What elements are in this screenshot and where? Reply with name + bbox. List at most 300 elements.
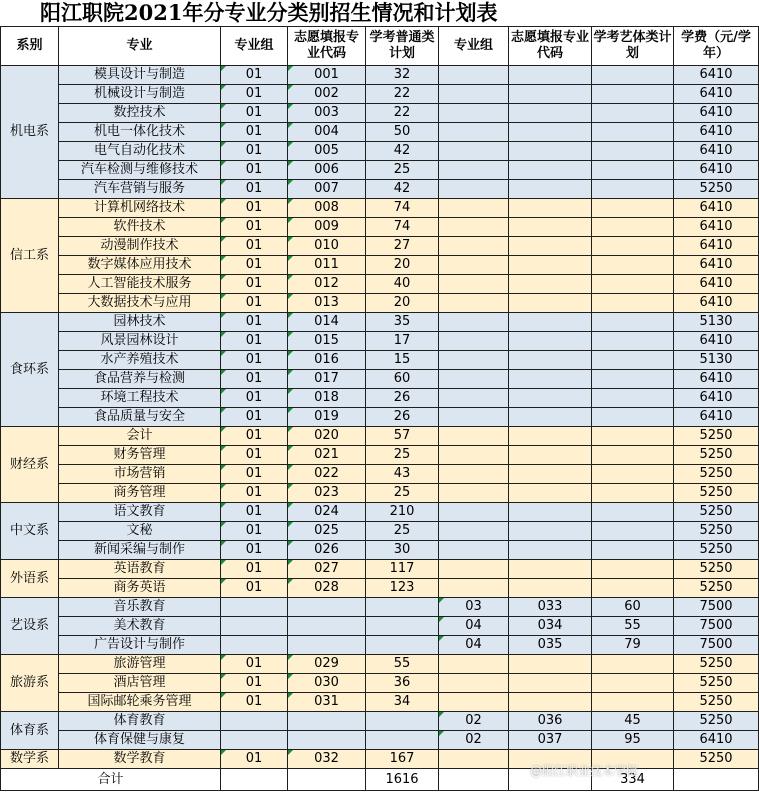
code-art-cell <box>509 275 592 294</box>
plan-art-cell <box>592 693 674 712</box>
code-art-cell <box>509 180 592 199</box>
group-art-cell <box>439 655 509 674</box>
code-regular-cell: 017 <box>288 370 366 389</box>
code-art-cell: 037 <box>509 731 592 750</box>
table-row <box>1 218 759 237</box>
fee-cell: 6410 <box>674 104 759 123</box>
code-regular-cell: 027 <box>288 560 366 579</box>
group-art-cell <box>439 332 509 351</box>
fee-cell: 7500 <box>674 617 759 636</box>
code-art-cell: 034 <box>509 617 592 636</box>
group-regular-cell: 01 <box>221 332 288 351</box>
fee-cell: 5250 <box>674 560 759 579</box>
code-regular-cell: 012 <box>288 275 366 294</box>
plan-regular-cell: 22 <box>366 104 439 123</box>
plan-art-cell <box>592 674 674 693</box>
plan-art-cell: 60 <box>592 598 674 617</box>
group-regular-cell: 01 <box>221 408 288 427</box>
plan-regular-cell: 35 <box>366 313 439 332</box>
code-regular-cell: 025 <box>288 522 366 541</box>
table-row <box>1 351 759 370</box>
plan-regular-cell: 117 <box>366 560 439 579</box>
fee-cell: 6410 <box>674 370 759 389</box>
group-regular-cell: 01 <box>221 427 288 446</box>
code-regular-cell: 014 <box>288 313 366 332</box>
plan-art-cell <box>592 199 674 218</box>
table-row <box>1 693 759 712</box>
code-art-cell <box>509 427 592 446</box>
plan-art-cell <box>592 104 674 123</box>
table-row <box>1 66 759 85</box>
plan-art-cell <box>592 484 674 503</box>
fee-cell: 5250 <box>674 579 759 598</box>
plan-art-cell <box>592 218 674 237</box>
code-regular-cell: 016 <box>288 351 366 370</box>
table-row <box>1 655 759 674</box>
fee-cell: 6410 <box>674 256 759 275</box>
plan-regular-cell: 26 <box>366 389 439 408</box>
group-art-cell <box>439 180 509 199</box>
plan-art-cell <box>592 408 674 427</box>
group-regular-cell: 01 <box>221 85 288 104</box>
code-regular-cell: 008 <box>288 199 366 218</box>
group-regular-cell: 01 <box>221 503 288 522</box>
code-regular-cell: 007 <box>288 180 366 199</box>
group-art-cell <box>439 66 509 85</box>
header-row <box>1 27 759 66</box>
group-art-cell <box>439 465 509 484</box>
group-regular-cell: 01 <box>221 370 288 389</box>
fee-cell: 5130 <box>674 351 759 370</box>
code-regular-cell: 031 <box>288 693 366 712</box>
group-regular-cell: 01 <box>221 351 288 370</box>
code-art-cell <box>509 408 592 427</box>
code-regular-cell: 018 <box>288 389 366 408</box>
code-art-cell <box>509 674 592 693</box>
code-regular-cell: 005 <box>288 142 366 161</box>
fee-cell: 5250 <box>674 750 759 769</box>
code-art-cell <box>509 66 592 85</box>
table-row <box>1 465 759 484</box>
header-group-art: 专业组 <box>439 27 509 66</box>
plan-art-cell <box>592 541 674 560</box>
group-art-cell <box>439 408 509 427</box>
fee-cell: 6410 <box>674 161 759 180</box>
major-cell: 财务管理 <box>59 446 221 465</box>
table-row <box>1 446 759 465</box>
fee-cell: 7500 <box>674 636 759 655</box>
plan-regular-cell: 25 <box>366 522 439 541</box>
group-regular-cell <box>221 617 288 636</box>
page-title: 阳江职院2021年分专业分类别招生情况和计划表 <box>40 0 498 25</box>
group-art-cell <box>439 142 509 161</box>
plan-regular-cell <box>366 636 439 655</box>
group-art-cell <box>439 275 509 294</box>
table-row <box>1 123 759 142</box>
plan-regular-cell <box>366 617 439 636</box>
group-regular-cell <box>221 712 288 731</box>
major-cell: 人工智能技术服务 <box>59 275 221 294</box>
table-row <box>1 712 759 731</box>
plan-regular-cell: 25 <box>366 161 439 180</box>
group-regular-cell: 01 <box>221 237 288 256</box>
code-regular-cell: 026 <box>288 541 366 560</box>
code-art-cell <box>509 123 592 142</box>
code-art-cell: 036 <box>509 712 592 731</box>
plan-regular-cell <box>366 731 439 750</box>
code-art-cell <box>509 446 592 465</box>
code-regular-cell: 002 <box>288 85 366 104</box>
code-regular-cell: 019 <box>288 408 366 427</box>
code-art-cell: 033 <box>509 598 592 617</box>
fee-cell: 5250 <box>674 674 759 693</box>
major-cell: 动漫制作技术 <box>59 237 221 256</box>
code-regular-cell: 011 <box>288 256 366 275</box>
table-row <box>1 750 759 769</box>
fee-cell: 6410 <box>674 408 759 427</box>
plan-regular-cell: 15 <box>366 351 439 370</box>
plan-art-cell: 95 <box>592 731 674 750</box>
major-cell: 计算机网络技术 <box>59 199 221 218</box>
major-cell: 汽车检测与维修技术 <box>59 161 221 180</box>
dept-cell: 艺设系 <box>1 598 59 655</box>
total-empty-cell <box>674 769 759 791</box>
plan-regular-cell <box>366 598 439 617</box>
fee-cell: 6410 <box>674 332 759 351</box>
plan-regular-cell: 57 <box>366 427 439 446</box>
code-art-cell <box>509 541 592 560</box>
group-art-cell <box>439 370 509 389</box>
major-cell: 机电一体化技术 <box>59 123 221 142</box>
plan-art-cell <box>592 465 674 484</box>
group-art-cell <box>439 256 509 275</box>
group-art-cell <box>439 313 509 332</box>
plan-art-cell <box>592 180 674 199</box>
group-art-cell <box>439 427 509 446</box>
code-regular-cell <box>288 731 366 750</box>
table-row <box>1 674 759 693</box>
code-art-cell <box>509 199 592 218</box>
dept-cell: 信工系 <box>1 199 59 313</box>
total-plan-art: 334 <box>592 769 674 791</box>
plan-art-cell <box>592 389 674 408</box>
group-regular-cell: 01 <box>221 199 288 218</box>
group-art-cell <box>439 484 509 503</box>
dept-cell: 外语系 <box>1 560 59 598</box>
code-art-cell <box>509 294 592 313</box>
major-cell: 商务管理 <box>59 484 221 503</box>
table-row <box>1 294 759 313</box>
total-empty-cell <box>221 769 288 791</box>
fee-cell: 5250 <box>674 180 759 199</box>
plan-art-cell <box>592 370 674 389</box>
code-regular-cell <box>288 617 366 636</box>
fee-cell: 5250 <box>674 693 759 712</box>
code-art-cell: 035 <box>509 636 592 655</box>
group-art-cell <box>439 446 509 465</box>
group-regular-cell: 01 <box>221 655 288 674</box>
code-regular-cell: 028 <box>288 579 366 598</box>
plan-regular-cell: 40 <box>366 275 439 294</box>
header-plan-art: 学考艺体类计划 <box>592 27 674 66</box>
group-art-cell <box>439 503 509 522</box>
group-regular-cell: 01 <box>221 161 288 180</box>
major-cell: 食品质量与安全 <box>59 408 221 427</box>
plan-art-cell <box>592 351 674 370</box>
major-cell: 新闻采编与制作 <box>59 541 221 560</box>
dept-cell: 财经系 <box>1 427 59 503</box>
group-regular-cell: 01 <box>221 66 288 85</box>
code-regular-cell: 030 <box>288 674 366 693</box>
group-regular-cell: 01 <box>221 389 288 408</box>
code-art-cell <box>509 693 592 712</box>
group-art-cell <box>439 294 509 313</box>
group-regular-cell: 01 <box>221 484 288 503</box>
plan-regular-cell: 55 <box>366 655 439 674</box>
table-row <box>1 256 759 275</box>
code-art-cell <box>509 218 592 237</box>
plan-art-cell <box>592 66 674 85</box>
fee-cell: 6410 <box>674 142 759 161</box>
group-art-cell <box>439 674 509 693</box>
dept-cell: 食环系 <box>1 313 59 427</box>
code-art-cell <box>509 256 592 275</box>
fee-cell: 5250 <box>674 446 759 465</box>
table-row <box>1 617 759 636</box>
major-cell: 机械设计与制造 <box>59 85 221 104</box>
group-regular-cell: 01 <box>221 674 288 693</box>
fee-cell: 6410 <box>674 237 759 256</box>
group-art-cell <box>439 237 509 256</box>
code-regular-cell <box>288 598 366 617</box>
code-art-cell <box>509 484 592 503</box>
code-regular-cell: 029 <box>288 655 366 674</box>
major-cell: 酒店管理 <box>59 674 221 693</box>
code-regular-cell <box>288 712 366 731</box>
table-row <box>1 408 759 427</box>
major-cell: 会计 <box>59 427 221 446</box>
major-cell: 汽车营销与服务 <box>59 180 221 199</box>
code-art-cell <box>509 142 592 161</box>
code-regular-cell: 022 <box>288 465 366 484</box>
group-art-cell <box>439 750 509 769</box>
group-art-cell <box>439 693 509 712</box>
code-regular-cell: 010 <box>288 237 366 256</box>
group-regular-cell: 01 <box>221 750 288 769</box>
dept-cell: 旅游系 <box>1 655 59 712</box>
major-cell: 体育教育 <box>59 712 221 731</box>
group-art-cell <box>439 85 509 104</box>
group-regular-cell: 01 <box>221 313 288 332</box>
fee-cell: 5250 <box>674 541 759 560</box>
watermark: @阳江职业技术学院 <box>530 764 639 778</box>
plan-regular-cell: 60 <box>366 370 439 389</box>
table-body <box>1 66 759 769</box>
table-row <box>1 332 759 351</box>
header-major: 专业 <box>59 27 221 66</box>
fee-cell: 6410 <box>674 275 759 294</box>
header-code-regular: 志愿填报专业代码 <box>288 27 366 66</box>
major-cell: 食品营养与检测 <box>59 370 221 389</box>
code-regular-cell: 032 <box>288 750 366 769</box>
table-row <box>1 503 759 522</box>
table-row <box>1 579 759 598</box>
major-cell: 商务英语 <box>59 579 221 598</box>
code-regular-cell: 024 <box>288 503 366 522</box>
major-cell: 环境工程技术 <box>59 389 221 408</box>
table-row <box>1 370 759 389</box>
fee-cell: 6410 <box>674 85 759 104</box>
plan-regular-cell: 26 <box>366 408 439 427</box>
plan-regular-cell: 210 <box>366 503 439 522</box>
group-regular-cell: 01 <box>221 294 288 313</box>
code-regular-cell: 015 <box>288 332 366 351</box>
code-art-cell <box>509 503 592 522</box>
plan-art-cell <box>592 237 674 256</box>
code-art-cell <box>509 161 592 180</box>
fee-cell: 5130 <box>674 313 759 332</box>
fee-cell: 5250 <box>674 484 759 503</box>
table-row <box>1 560 759 579</box>
plan-art-cell <box>592 503 674 522</box>
major-cell: 英语教育 <box>59 560 221 579</box>
fee-cell: 6410 <box>674 294 759 313</box>
table-row <box>1 598 759 617</box>
plan-regular-cell: 43 <box>366 465 439 484</box>
major-cell: 体育保健与康复 <box>59 731 221 750</box>
plan-art-cell <box>592 560 674 579</box>
major-cell: 广告设计与制作 <box>59 636 221 655</box>
plan-art-cell <box>592 313 674 332</box>
major-cell: 文秘 <box>59 522 221 541</box>
header-plan-regular: 学考普通类计划 <box>366 27 439 66</box>
group-art-cell <box>439 161 509 180</box>
plan-regular-cell: 42 <box>366 180 439 199</box>
fee-cell: 6410 <box>674 218 759 237</box>
plan-regular-cell: 123 <box>366 579 439 598</box>
table-row <box>1 161 759 180</box>
group-regular-cell <box>221 598 288 617</box>
code-art-cell <box>509 522 592 541</box>
group-art-cell <box>439 541 509 560</box>
plan-art-cell <box>592 427 674 446</box>
group-regular-cell: 01 <box>221 541 288 560</box>
plan-regular-cell: 32 <box>366 66 439 85</box>
table-row <box>1 541 759 560</box>
table-row <box>1 313 759 332</box>
fee-cell: 5250 <box>674 655 759 674</box>
group-regular-cell: 01 <box>221 522 288 541</box>
total-plan-regular: 1616 <box>366 769 439 791</box>
group-art-cell <box>439 218 509 237</box>
major-cell: 国际邮轮乘务管理 <box>59 693 221 712</box>
code-art-cell <box>509 313 592 332</box>
plan-art-cell: 45 <box>592 712 674 731</box>
plan-regular-cell: 30 <box>366 541 439 560</box>
code-art-cell <box>509 85 592 104</box>
group-regular-cell: 01 <box>221 142 288 161</box>
group-art-cell: 04 <box>439 617 509 636</box>
table-row <box>1 636 759 655</box>
fee-cell: 5250 <box>674 465 759 484</box>
group-regular-cell <box>221 731 288 750</box>
plan-regular-cell <box>366 712 439 731</box>
header-dept: 系别 <box>1 27 59 66</box>
fee-cell: 6410 <box>674 199 759 218</box>
table-row <box>1 199 759 218</box>
plan-regular-cell: 50 <box>366 123 439 142</box>
table-row <box>1 484 759 503</box>
group-art-cell <box>439 579 509 598</box>
major-cell: 园林技术 <box>59 313 221 332</box>
major-cell: 大数据技术与应用 <box>59 294 221 313</box>
table-row <box>1 180 759 199</box>
group-regular-cell: 01 <box>221 104 288 123</box>
fee-cell: 5250 <box>674 522 759 541</box>
code-art-cell <box>509 351 592 370</box>
group-art-cell <box>439 199 509 218</box>
group-regular-cell: 01 <box>221 218 288 237</box>
dept-cell: 体育系 <box>1 712 59 750</box>
group-regular-cell: 01 <box>221 256 288 275</box>
plan-regular-cell: 167 <box>366 750 439 769</box>
code-regular-cell: 020 <box>288 427 366 446</box>
group-art-cell: 02 <box>439 712 509 731</box>
group-art-cell <box>439 522 509 541</box>
fee-cell: 6410 <box>674 389 759 408</box>
header-code-art: 志愿填报专业代码 <box>509 27 592 66</box>
total-empty-cell <box>288 769 366 791</box>
plan-art-cell <box>592 123 674 142</box>
code-regular-cell: 001 <box>288 66 366 85</box>
plan-art-cell: 55 <box>592 617 674 636</box>
group-regular-cell: 01 <box>221 180 288 199</box>
header-group-regular: 专业组 <box>221 27 288 66</box>
code-regular-cell: 021 <box>288 446 366 465</box>
fee-cell: 6410 <box>674 731 759 750</box>
table-row <box>1 389 759 408</box>
dept-cell: 中文系 <box>1 503 59 560</box>
major-cell: 美术教育 <box>59 617 221 636</box>
dept-cell: 机电系 <box>1 66 59 199</box>
code-art-cell <box>509 655 592 674</box>
plan-art-cell <box>592 579 674 598</box>
plan-art-cell <box>592 522 674 541</box>
fee-cell: 5250 <box>674 427 759 446</box>
code-art-cell <box>509 237 592 256</box>
header-fee: 学费（元/学年） <box>674 27 759 66</box>
code-art-cell <box>509 389 592 408</box>
code-regular-cell: 004 <box>288 123 366 142</box>
code-regular-cell: 023 <box>288 484 366 503</box>
plan-regular-cell: 34 <box>366 693 439 712</box>
fee-cell: 7500 <box>674 598 759 617</box>
plan-art-cell <box>592 256 674 275</box>
plan-art-cell <box>592 446 674 465</box>
plan-regular-cell: 20 <box>366 294 439 313</box>
plan-regular-cell: 22 <box>366 85 439 104</box>
plan-regular-cell: 17 <box>366 332 439 351</box>
group-art-cell <box>439 351 509 370</box>
major-cell: 软件技术 <box>59 218 221 237</box>
major-cell: 数控技术 <box>59 104 221 123</box>
major-cell: 市场营销 <box>59 465 221 484</box>
total-label: 合计 <box>1 769 221 791</box>
plan-regular-cell: 42 <box>366 142 439 161</box>
table-row <box>1 104 759 123</box>
code-regular-cell: 013 <box>288 294 366 313</box>
dept-cell: 数学系 <box>1 750 59 769</box>
